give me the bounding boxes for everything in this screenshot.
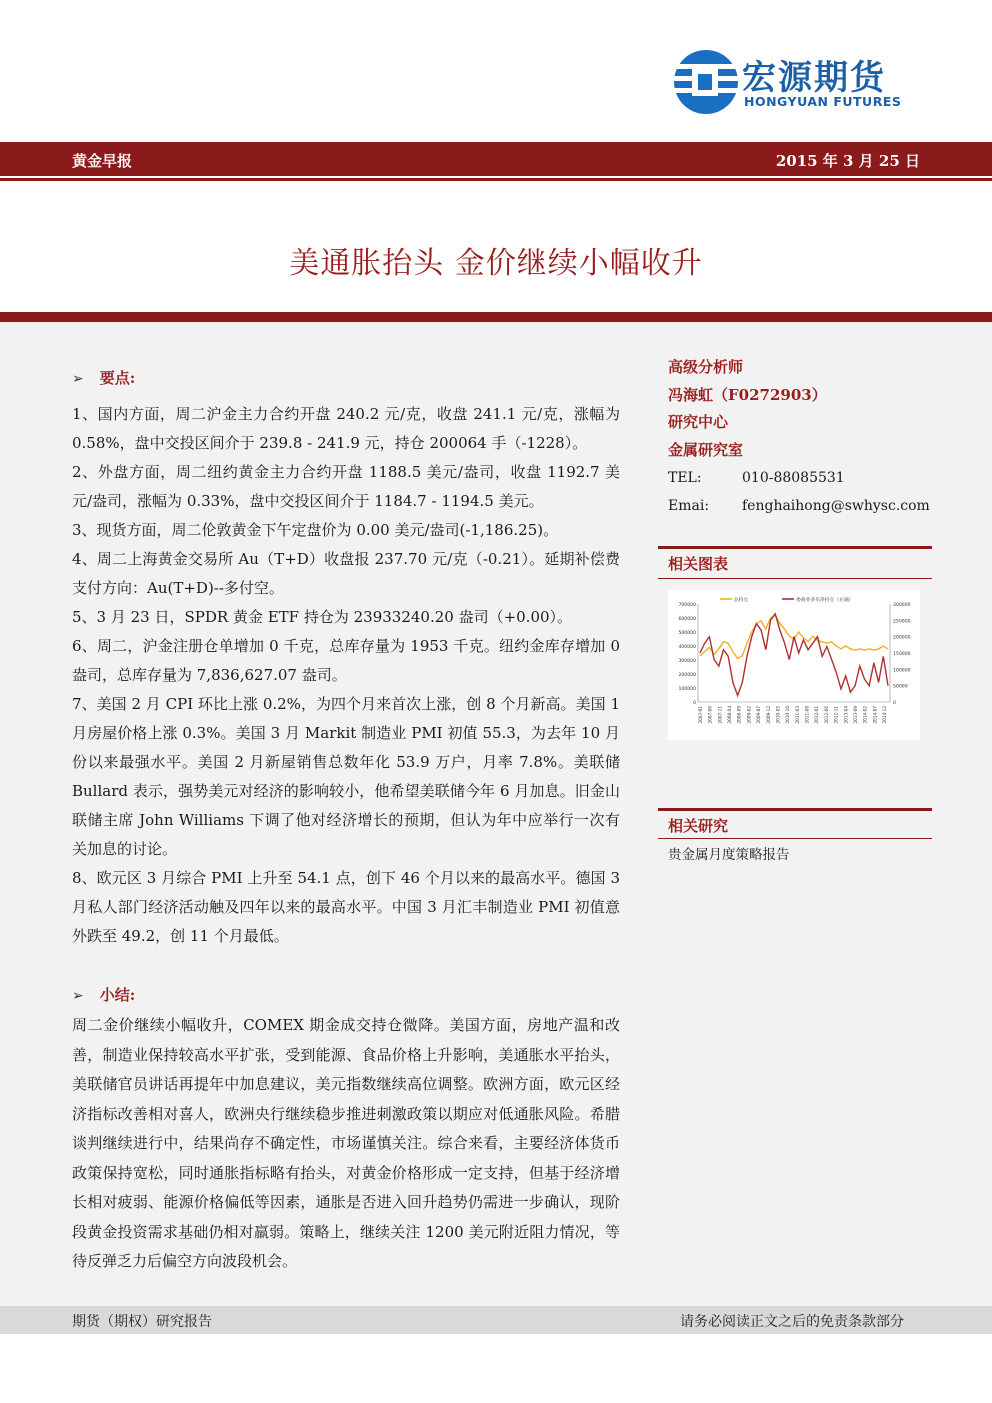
chart-left-tick-label: 500000 — [678, 631, 696, 636]
related-research-divider — [658, 808, 932, 811]
chart-x-tick-label: 2013-09 — [852, 706, 858, 724]
keypoints-list — [72, 400, 620, 951]
chart-x-tick-label: 2014-07 — [872, 706, 878, 724]
gold-position-chart — [668, 590, 920, 740]
title-divider — [0, 312, 992, 322]
analyst-title: 高级分析师 — [668, 358, 744, 376]
page-title: 美通胀抬头 金价继续小幅收升 — [289, 246, 703, 281]
keypoint-item: 1、国内方面，周二沪金主力合约开盘 240.2 元/克，收盘 241.1 元/克，涨幅为 0.58%，盘中交投区间介于 239.8 - 241.9 元，持仓 200064 手（-1228）。 — [72, 405, 620, 452]
keypoint-item: 5、3 月 23 日，SPDR 黄金 ETF 持仓为 23933240.20 盎司（+0.00）。 — [72, 608, 573, 626]
chart-x-tick-label: 2007-01 — [698, 706, 703, 724]
chart-x-tick-label: 2009-12 — [765, 706, 771, 724]
chart-right-tick-label: 250000 — [893, 619, 911, 625]
chart-right-tick-label: 300000 — [893, 603, 911, 608]
related-charts-heading: 相关图表 — [668, 555, 729, 573]
email-row — [668, 492, 930, 520]
related-research-underline — [658, 838, 932, 839]
keypoint-item: 6、周二，沪金注册仓单增加 0 千克，总库存量为 1953 千克。纽约金库存增加 0 盎司，总库存量为 7,836,627.07 盎司。 — [72, 637, 620, 684]
chart-right-tick-label: 150000 — [893, 652, 911, 657]
chart-right-tick-label: 0 — [893, 701, 896, 706]
chart-left-tick-label: 600000 — [678, 617, 696, 622]
chart-left-tick-label: 100000 — [678, 687, 696, 692]
arrow-bullet-icon: ➢ — [72, 988, 84, 1004]
keypoint-item: 7、美国 2 月 CPI 环比上涨 0.2%，为四个月来首次上涨，创 8 个月新高。美国 1 月房屋价格上涨 0.3%。美国 3 月 Markit 制造业 PMI 初值 55.3，为去年 10 月份以来最强水平。美国 2 月新屋销售总数年化 53.9 万户，月率 7.8%。美联储 Bullard 表示，强势美元对经济的影响较小，他希望美联储今年 6 月加息。旧金山联储主席 John Williams 下调了他对经济增长的预期，但认为年中应举行一次有关加息的讨论。 — [72, 695, 620, 858]
logo-name-cn: 宏源期货 — [742, 58, 886, 98]
keypoints-heading: ➢ 要点: — [72, 369, 136, 387]
analyst-info — [668, 354, 930, 520]
chart-left-tick-label: 300000 — [678, 659, 696, 664]
chart-x-tick-label: 2012-01 — [814, 706, 820, 724]
chart-series-line-1 — [700, 614, 888, 696]
email-label: Emai: — [668, 498, 710, 514]
keypoint-item: 3、现货方面，周二伦敦黄金下午定盘价为 0.00 美元/盎司(-1,186.25)。 — [72, 521, 559, 539]
chart-x-tick-label: 2007-11 — [717, 706, 723, 724]
analyst-name: 冯海虹（F0272903） — [668, 385, 827, 404]
chart-left-tick-label: 400000 — [678, 645, 696, 650]
email-value[interactable]: fenghaihong@swhysc.com — [742, 498, 930, 514]
chart-right-tick-label: 50000 — [893, 684, 908, 690]
chart-legend-label-0: 总持仓 — [734, 598, 749, 603]
chart-x-tick-label: 2012-06 — [823, 706, 829, 724]
keypoint-item: 4、周二上海黄金交易所 Au（T+D）收盘报 237.70 元/克（-0.21）。延期补偿费支付方向：Au(T+D)--多付空。 — [72, 550, 620, 597]
related-charts-divider — [658, 546, 932, 549]
related-research-heading: 相关研究 — [668, 817, 729, 835]
chart-x-tick-label: 2008-04 — [727, 706, 733, 724]
footer-disclaimer: 请务必阅读正文之后的免责条款部分 — [680, 1314, 904, 1330]
chart-x-tick-label: 2011-03 — [794, 706, 800, 724]
logo-emblem-icon — [672, 46, 742, 118]
chart-svg — [668, 590, 920, 740]
chart-x-tick-label: 2009-07 — [756, 706, 762, 724]
arrow-bullet-icon: ➢ — [72, 371, 84, 387]
chart-x-tick-label: 2010-05 — [775, 706, 781, 724]
analyst-dept: 研究中心 — [668, 413, 729, 431]
analyst-subdept: 金属研究室 — [668, 440, 744, 459]
chart-left-tick-label: 200000 — [678, 673, 696, 678]
related-research-link[interactable]: 贵金属月度策略报告 — [668, 847, 790, 863]
chart-x-tick-label: 2009-02 — [746, 706, 752, 724]
chart-left-tick-label: 0 — [693, 701, 696, 706]
chart-x-tick-label: 2008-09 — [736, 706, 742, 724]
chart-x-tick-label: 2011-08 — [804, 706, 810, 724]
chart-right-tick-label: 100000 — [893, 668, 911, 674]
keypoint-item: 2、外盘方面，周二纽约黄金主力合约开盘 1188.5 美元/盎司，收盘 1192.7 美元/盎司，涨幅为 0.33%，盘中交投区间介于 1184.7 - 1194.5 美元。 — [72, 463, 620, 510]
tel-label: TEL: — [668, 470, 702, 486]
header-divider — [0, 178, 992, 181]
related-charts-underline — [658, 578, 932, 579]
chart-x-tick-label: 2012-11 — [833, 706, 839, 724]
tel-value: 010-88085531 — [742, 470, 845, 486]
report-date: 2015 年 3 月 25 日 — [775, 152, 920, 170]
chart-x-tick-label: 2014-02 — [862, 706, 868, 724]
tel-row — [668, 464, 930, 492]
chart-x-tick-label: 2010-10 — [785, 706, 791, 724]
chart-x-tick-label: 2007-06 — [707, 706, 713, 724]
report-type: 黄金早报 — [72, 152, 133, 170]
chart-x-tick-label: 2014-12 — [882, 706, 887, 724]
summary-heading: ➢ 小结: — [72, 986, 136, 1004]
logo-name-en: HONGYUAN FUTURES — [744, 94, 902, 109]
chart-x-tick-label: 2013-04 — [843, 706, 849, 724]
chart-legend-label-1: 委商业多头净持仓（右轴） — [796, 598, 854, 603]
keypoint-item: 8、欧元区 3 月综合 PMI 上升至 54.1 点，创下 46 个月以来的最高水平。德国 3 月私人部门经济活动触及四年以来的最高水平。中国 3 月汇丰制造业 PMI 初值意外跌至 49.2，创 11 个月最低。 — [72, 869, 620, 945]
chart-left-tick-label: 700000 — [678, 603, 696, 608]
summary-body: 周二金价继续小幅收升，COMEX 期金成交持仓微降。美国方面，房地产温和改善，制造业保持较高水平扩张，受到能源、食品价格上升影响，美通胀水平抬头，美联储官员讲话再提年中加息建议，美元指数继续高位调整。欧洲方面，欧元区经济指标改善相对喜人，欧洲央行继续稳步推进刺激政策以期应对低通胀风险。希腊谈判继续进行中，结果尚存不确定性，市场谨慎关注。综合来看，主要经济体货币政策保持宽松，同时通胀指标略有抬头，对黄金价格形成一定支持，但基于经济增长相对疲弱、能源价格偏低等因素，通胀是否进入回升趋势仍需进一步确认，现阶段黄金投资需求基础仍相对羸弱。策略上，继续关注 1200 美元附近阻力情况，等待反弹乏力后偏空方向波段机会。 — [72, 1016, 620, 1270]
footer-left: 期货（期权）研究报告 — [72, 1314, 212, 1330]
chart-right-tick-label: 200000 — [893, 635, 911, 641]
